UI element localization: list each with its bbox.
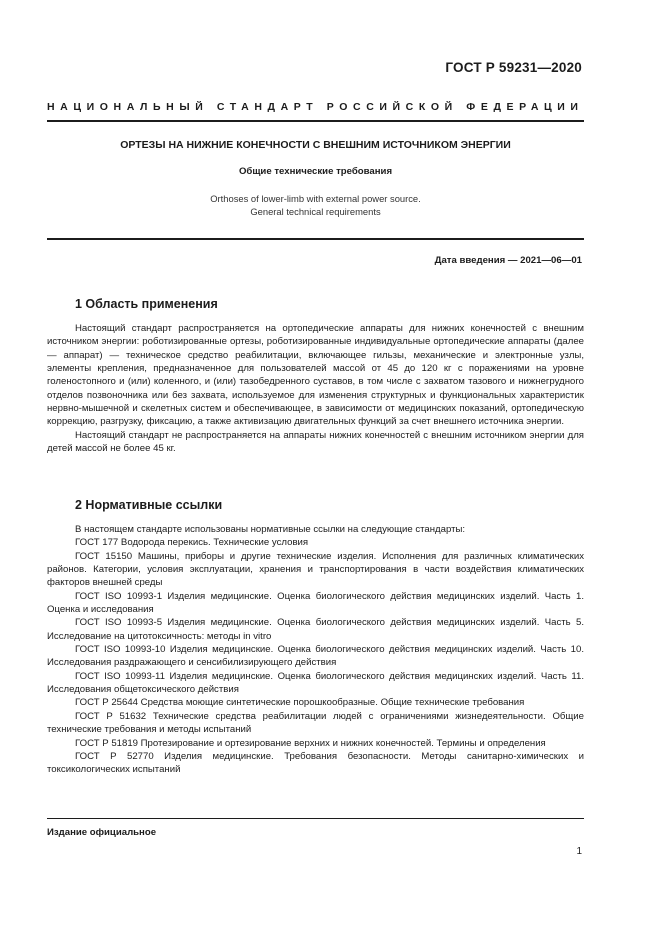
reference-item: ГОСТ 177 Водорода перекись. Технические условия — [75, 537, 309, 549]
reference-item: ГОСТ Р 51819 Протезирование и ортезирование верхних и нижних конечностей. Термины и определения — [75, 737, 546, 749]
english-title-line-1: Orthoses of lower-limb with external power source. — [210, 193, 421, 204]
document-number: ГОСТ Р 59231—2020 — [445, 60, 582, 75]
top-divider — [47, 120, 584, 122]
reference-item: ГОСТ 15150 Машины, приборы и другие технические изделия. Исполнения для различных климатических районов. Категории, условия эксплуатации, хранения и транспортирования в части воздействия климатических факторов внешней среды — [47, 550, 584, 589]
edition-label: Издание официальное — [47, 827, 157, 838]
reference-item: ГОСТ ISO 10993-10 Изделия медицинские. Оценка биологического действия медицинских изделий. Часть 10. Исследования раздражающего и сенсибилизирующего действия — [47, 644, 584, 669]
section-1-heading: 1 Область применения — [75, 297, 218, 311]
section-2-heading: 2 Нормативные ссылки — [75, 498, 223, 512]
english-title-line-2: General technical requirements — [250, 206, 381, 217]
reference-item: ГОСТ ISO 10993-5 Изделия медицинские. Оценка биологического действия медицинских изделий. Часть 5. Исследование на цитотоксичность: методы in vitro — [47, 617, 584, 642]
section-1-paragraph-2: Настоящий стандарт не распространяется на аппараты нижних конечностей с внешним источником энергии для детей массой не более 45 кг. — [47, 429, 584, 455]
reference-item: ГОСТ ISO 10993-1 Изделия медицинские. Оценка биологического действия медицинских изделий. Часть 1. Оценка и исследования — [47, 590, 584, 616]
footer-divider — [47, 818, 584, 819]
reference-item: ГОСТ ISO 10993-11 Изделия медицинские. Оценка биологического действия медицинских изделий. Часть 11. Исследования общетоксического действия — [47, 670, 584, 696]
section-1-paragraph-1: Настоящий стандарт распространяется на ортопедические аппараты для нижних конечностей с внешним источником энергии: роботизированные ортезы, роботизированные индивидуальные ортопедические аппараты (далее — аппарат) — техническое средство реабилитации, включающее гильзы, механические и электронные узлы, элементы крепления, предназначенное для пользователей массой от 45 до 120 кг с поражениями на уровне голеностопного и (или) коленного, и (или) тазобедренного суставов, в том числе с захватом тазового и нижнегрудного отделов позвоночника или без захвата, используемое для изменения структурных и функциональных характеристик нервно-мышечной и скелетных систем и обеспечивающее, в зависимости от медицинских показаний, ортопедическую коррекцию, разгрузку, фиксацию, а также активизацию двигательных функций за счет внешнего источника энергии. — [47, 323, 584, 428]
section-1-body — [47, 322, 584, 455]
national-standard-banner: НАЦИОНАЛЬНЫЙ СТАНДАРТ РОССИЙСКОЙ ФЕДЕРАЦИИ — [47, 101, 584, 113]
page-number: 1 — [576, 846, 582, 857]
document-title: ОРТЕЗЫ НА НИЖНИЕ КОНЕЧНОСТИ С ВНЕШНИМ ИСТОЧНИКОМ ЭНЕРГИИ — [120, 139, 511, 151]
reference-item: ГОСТ Р 51632 Технические средства реабилитации людей с ограничениями жизнедеятельности. Общие технические требования и методы испытаний — [47, 710, 584, 736]
reference-item: ГОСТ Р 52770 Изделия медицинские. Требования безопасности. Методы санитарно-химических и токсикологических испытаний — [47, 750, 584, 776]
document-subtitle: Общие технические требования — [238, 166, 393, 177]
section-2-intro: В настоящем стандарте использованы нормативные ссылки на следующие стандарты: — [75, 524, 466, 535]
introduction-date: Дата введения — 2021—06—01 — [434, 255, 582, 266]
title-divider — [47, 238, 584, 240]
reference-item: ГОСТ Р 25644 Средства моющие синтетические порошкообразные. Общие технические требования — [75, 697, 525, 709]
section-2-body — [47, 523, 584, 777]
